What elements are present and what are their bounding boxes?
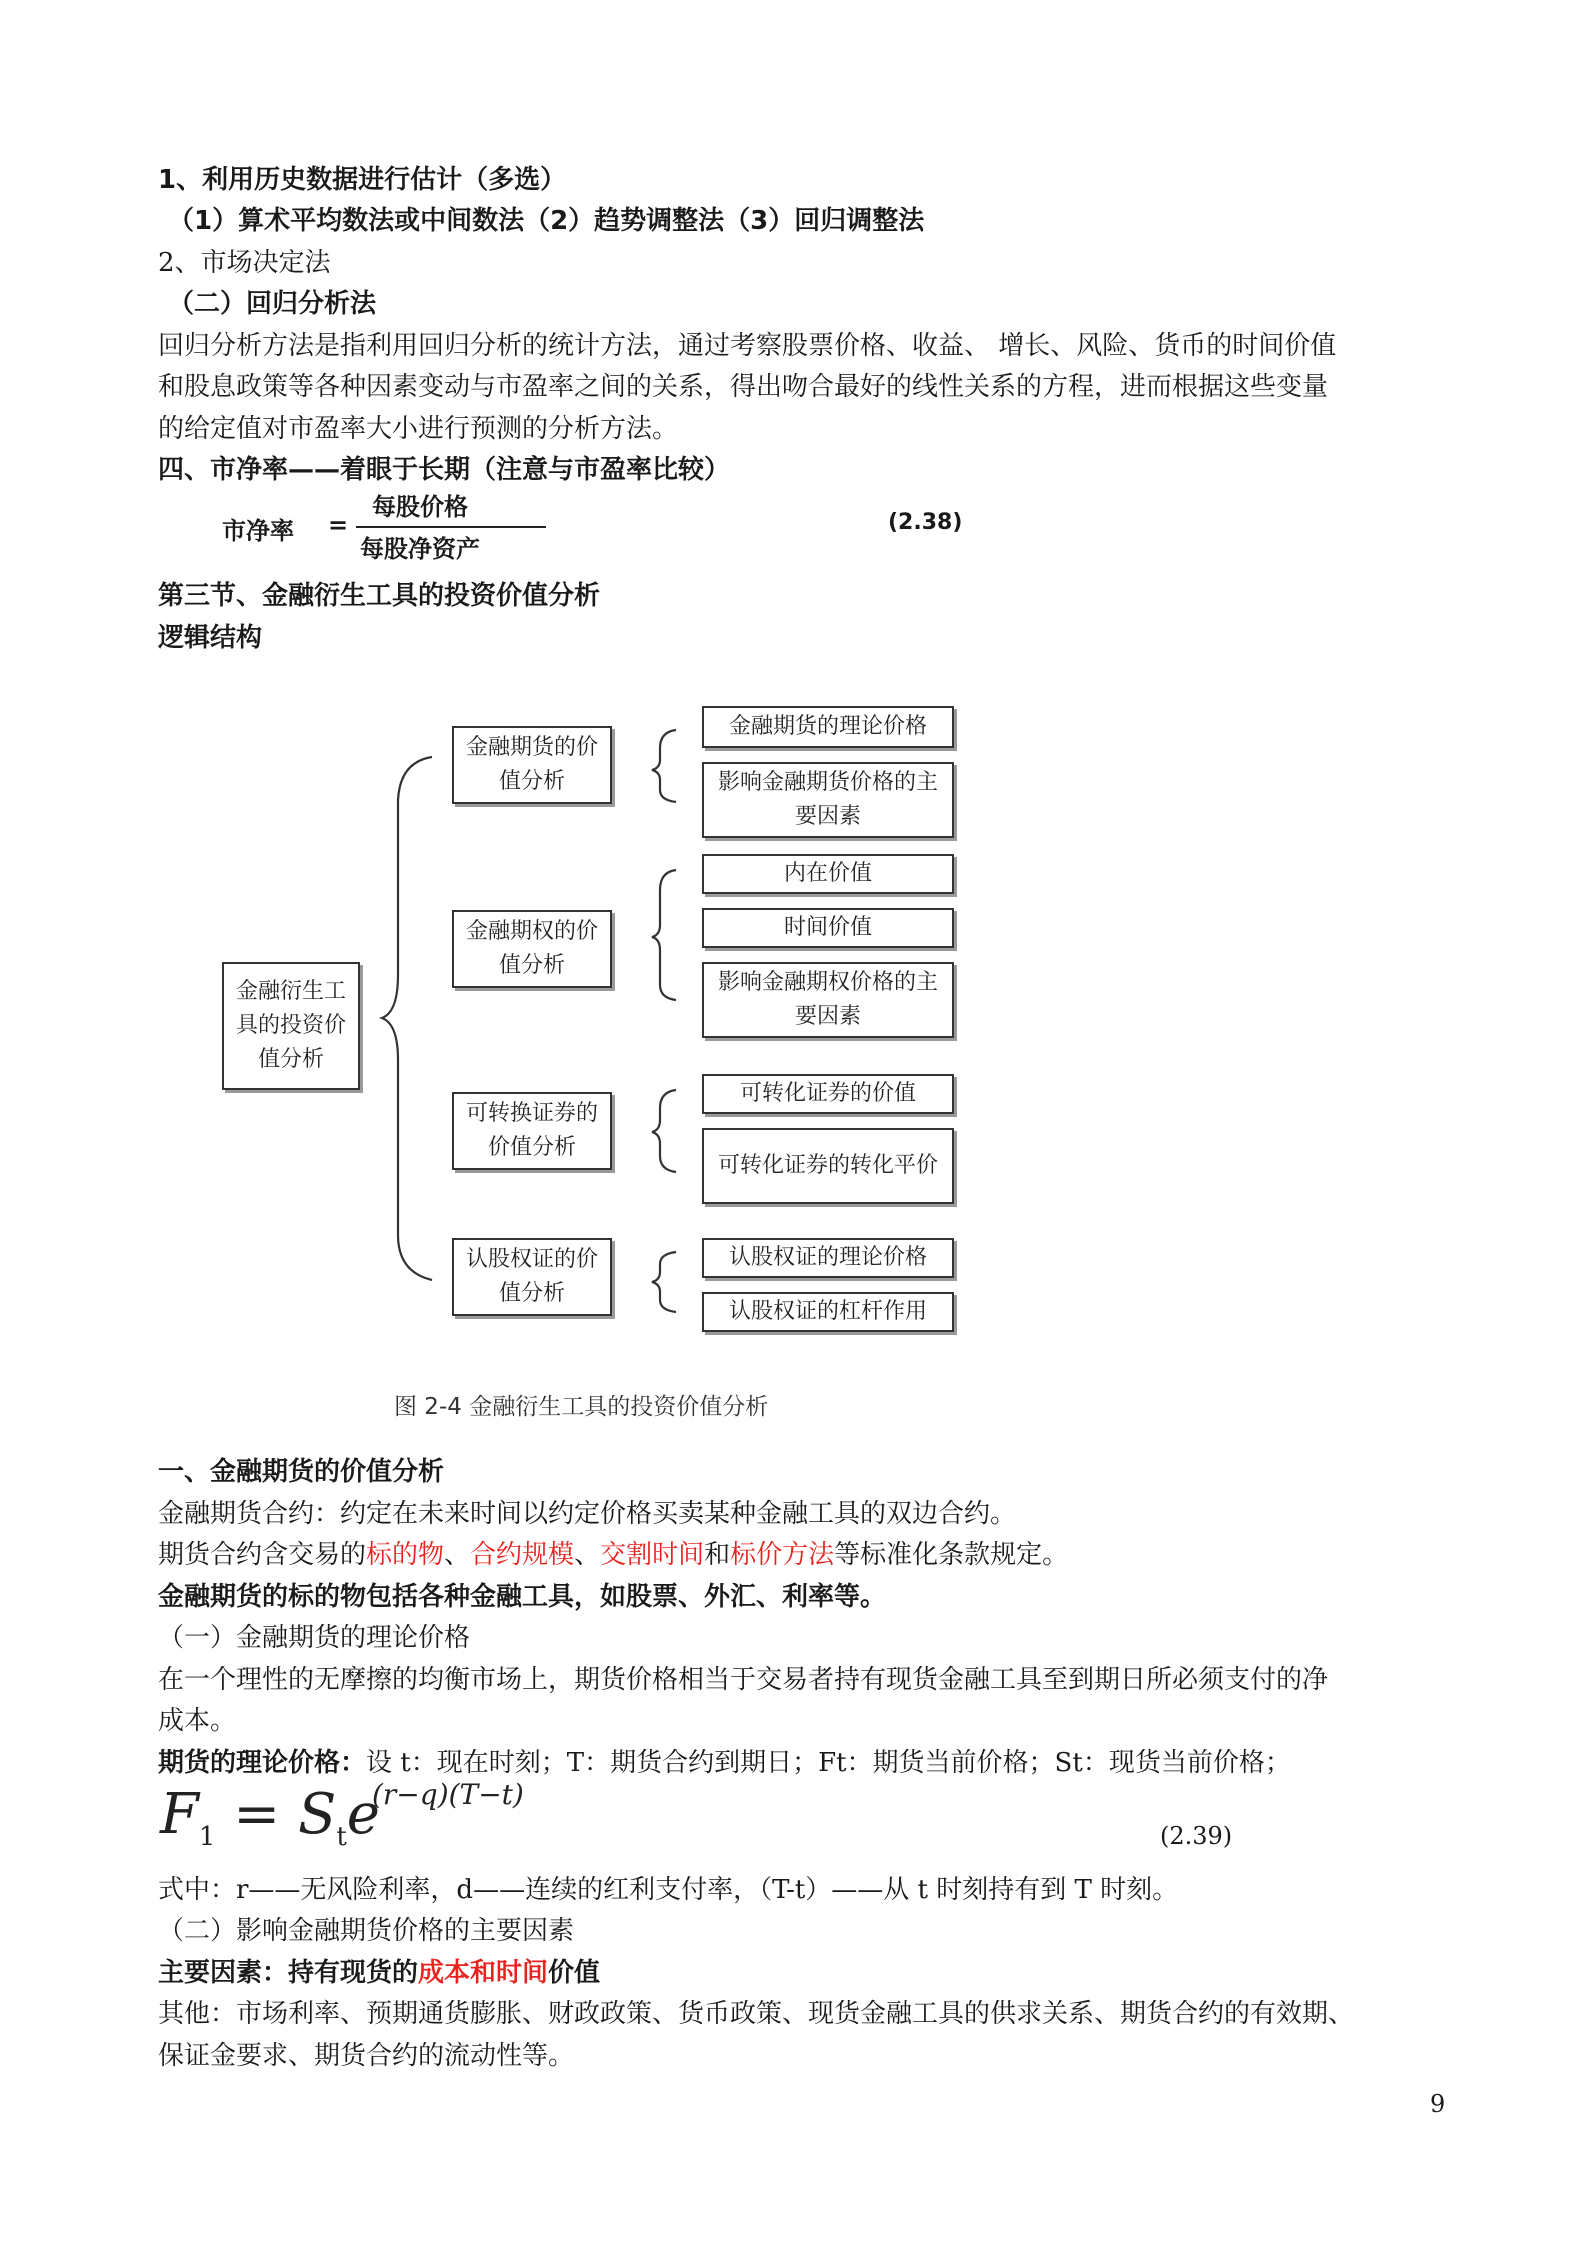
highlight-contract-size: 合约规模 (470, 1540, 575, 1570)
option-price-factors: 影响金融期权价格的主要因素 (702, 962, 954, 1038)
text-segment: 和 (704, 1540, 731, 1570)
futures-contract-definition: 金融期货合约：约定在未来时间以约定价格买卖某种金融工具的双边合约。 (158, 1499, 1017, 1529)
subheading-theory-price: （一）金融期货的理论价格 (158, 1623, 471, 1653)
formula-legend: 式中：r——无风险利率，d——连续的红利支付率，（T-t）——从 t 时刻持有到 T 时刻。 (158, 1875, 1179, 1905)
branch-futures: 金融期货的价值分析 (452, 726, 612, 804)
formula-sub-1: 1 (198, 1822, 216, 1853)
text-segment: 设 t：现在时刻；T：期货合约到期日；Ft：期货当前价格；St：现货当前价格； (366, 1748, 1291, 1778)
warrant-theory-price: 认股权证的理论价格 (702, 1238, 954, 1278)
heading-regression: （二）回归分析法 (168, 289, 377, 319)
subheading-price-factors: （二）影响金融期货价格的主要因素 (158, 1916, 575, 1946)
brace-b4 (652, 1252, 676, 1312)
regression-paragraph-3: 的给定值对市盈率大小进行预测的分析方法。 (158, 414, 679, 444)
formula-denominator: 每股净资产 (360, 535, 480, 563)
futures-price-formula (160, 1778, 524, 1853)
other-factors-1: 其他：市场利率、预期通货膨胀、财政政策、货币政策、现货金融工具的供求关系、期货合约的有效期、 (158, 1999, 1355, 2029)
figure-caption: 图 2-4 金融衍生工具的投资价值分析 (394, 1394, 769, 1420)
futures-theory-price: 金融期货的理论价格 (702, 706, 954, 748)
bold-label: 期货的理论价格： (158, 1748, 367, 1778)
formula-exponent: (r−q)(T−t) (372, 1778, 524, 1811)
heading-historical-estimate: 1、利用历史数据进行估计（多选） (158, 165, 567, 195)
formula-e: e (346, 1782, 380, 1847)
formula-equals: = (328, 511, 349, 539)
heading-futures-analysis: 一、金融期货的价值分析 (158, 1457, 445, 1487)
highlight-underlying: 标的物 (366, 1540, 445, 1570)
formula-eq: = (215, 1782, 298, 1847)
theory-price-paragraph-2: 成本。 (158, 1706, 237, 1736)
root-brace (382, 757, 432, 1280)
formula-lhs: 市净率 (222, 517, 294, 545)
page-number: 9 (1430, 2090, 1446, 2118)
bold-label: 主要因素：持有现货的 (158, 1958, 419, 1988)
equation-number-238: (2.38) (888, 510, 963, 535)
theory-price-paragraph-1: 在一个理性的无摩擦的均衡市场上，期货价格相当于交易者持有现货金融工具至到期日所必须支付的净 (158, 1665, 1329, 1695)
option-time-value: 时间价值 (702, 908, 954, 948)
warrant-leverage: 认股权证的杠杆作用 (702, 1292, 954, 1332)
methods-list: （1）算术平均数法或中间数法（2）趋势调整法（3）回归调整法 (168, 206, 925, 236)
text-segment: 等标准化条款规定。 (834, 1540, 1069, 1570)
logic-structure-title: 逻辑结构 (158, 623, 263, 653)
other-factors-2: 保证金要求、期货合约的流动性等。 (158, 2041, 575, 2071)
futures-price-factors: 影响金融期货价格的主要因素 (702, 762, 954, 838)
highlight-quotation: 标价方法 (730, 1540, 835, 1570)
section-three-title: 第三节、金融衍生工具的投资价值分析 (158, 581, 601, 611)
main-factors (158, 1953, 600, 1993)
branch-warrants: 认股权证的价值分析 (452, 1238, 612, 1316)
root-box: 金融衍生工具的投资价值分析 (222, 962, 360, 1090)
formula-F: F (160, 1782, 199, 1847)
highlight-delivery-time: 交割时间 (600, 1540, 705, 1570)
futures-standard-terms (158, 1535, 1068, 1575)
heading-pb-ratio: 四、市净率——着眼于长期（注意与市盈率比较） (158, 455, 731, 485)
brace-b2 (652, 870, 676, 1000)
text-segment: 、 (574, 1540, 601, 1570)
brace-b1 (652, 730, 676, 802)
equation-number-239: (2.39) (1160, 1822, 1233, 1850)
brace-b3 (652, 1090, 676, 1172)
regression-paragraph-1: 回归分析方法是指利用回归分析的统计方法，通过考察股票价格、收益、 增长、风险、货币的时间价值 (158, 331, 1337, 361)
convertible-parity: 可转化证券的转化平价 (702, 1128, 954, 1204)
convertible-value: 可转化证券的价值 (702, 1074, 954, 1114)
futures-underlying-assets: 金融期货的标的物包括各种金融工具，如股票、外汇、利率等。 (158, 1582, 887, 1612)
formula-S: S (297, 1782, 337, 1847)
branch-convertibles: 可转换证券的价值分析 (452, 1092, 612, 1170)
regression-paragraph-2: 和股息政策等各种因素变动与市盈率之间的关系，得出吻合最好的线性关系的方程，进而根据这些变量 (158, 372, 1329, 402)
theory-price-definitions (158, 1743, 1291, 1783)
formula-numerator: 每股价格 (372, 493, 468, 521)
formula-sub-t: t (336, 1822, 347, 1853)
text-segment: 、 (444, 1540, 471, 1570)
option-intrinsic-value: 内在价值 (702, 854, 954, 894)
text-segment: 期货合约含交易的 (158, 1540, 367, 1570)
market-method: 2、市场决定法 (158, 248, 331, 278)
branch-options: 金融期权的价值分析 (452, 910, 612, 988)
bold-label: 价值 (548, 1958, 601, 1988)
highlight-cost-time: 成本和时间 (418, 1958, 549, 1988)
